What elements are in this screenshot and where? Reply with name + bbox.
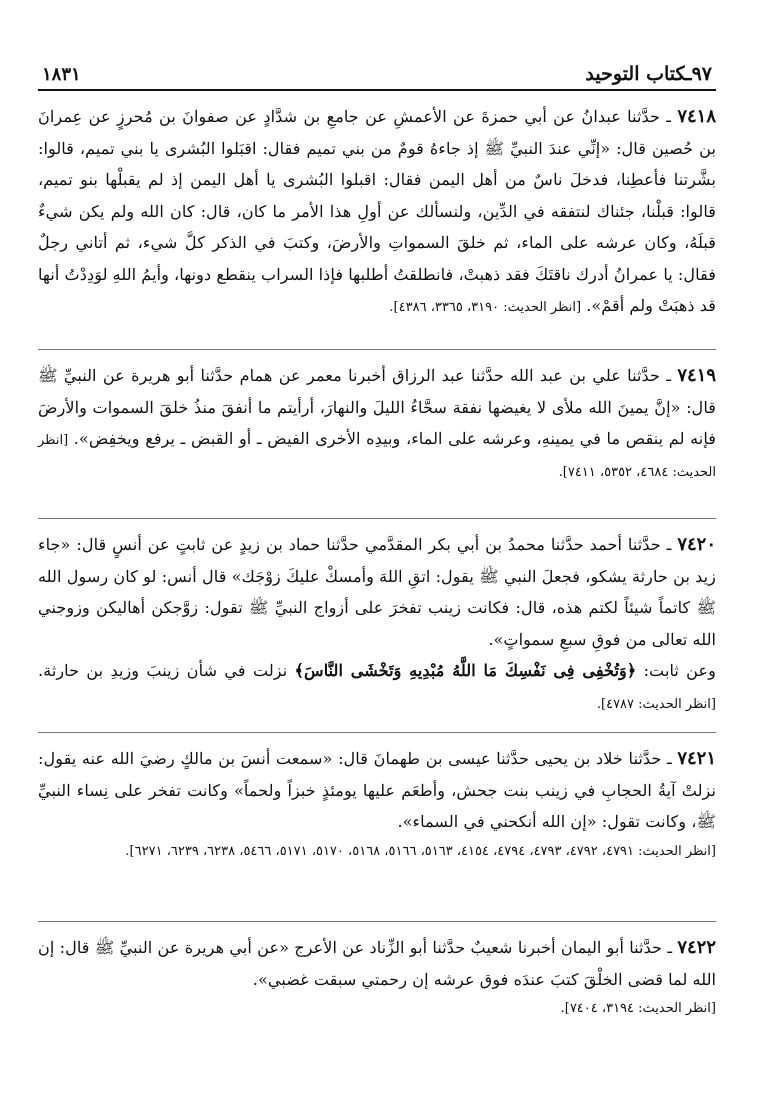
hadith-body: ـ حدَّثنا عبدانُ عن أبي حمزةَ عن الأعمشِ عن جامعِ بن شدَّادٍ عن صفوانَ بن مُحرزٍ عن عِمرانَ بن حُصين قال: «إنِّي عندَ النبيِّ ﷺ إذ جاءهُ قومٌ من بني تميم فقال: اقبَلوا البُشرى يا بني تميم، قالوا: بشَّرتنا فأعطِنا، فدخلَ ناسٌ من أهل اليمن فقال: اقبلوا البُشرى يا أهل اليمن إذ لم يقبلْها بنو تميم، قالوا: قبلْنا، جئناك لنتفقه في الدِّين، ولنسألك عن أولِ هذا الأمر ما كان، قال: كان الله ولم يكن شيءٌ قبلَهُ، وكان عرشه على الماء، ثم خلقَ السمواتِ والأرضَ، وكتبَ في الذكر كلَّ شيء، ثم أتاني رجلٌ فقال: يا عمرانُ أدرك ناقتَكَ فقد ذهبتْ، فانطلقتُ أطلبها فإذا السراب ينقطع دونها، وأيمُ اللهِ لوَدِدْتُ أنها قد ذهبَتْ ولم أقمْ». bbox=[38, 107, 716, 315]
hadith-7418 bbox=[38, 101, 716, 350]
hadith-number: ٧٤٢٠ bbox=[677, 534, 716, 555]
hadith-text bbox=[38, 360, 716, 486]
hadith-text bbox=[38, 101, 716, 322]
hadith-number: ٧٤٢١ bbox=[677, 748, 716, 769]
book-title: ٩٧ـكتاب التوحيد bbox=[585, 63, 712, 85]
hadith-body: ـ حدَّثنا أحمد حدَّثنا محمدُ بن أبي بكر المقدَّمي حدَّثنا حماد بن زيدٍ عن ثابتٍ عن أنسٍ قال: «جاء زيد بن حارثة يشكو، فجعلَ النبي ﷺ يقول: اتقِ اللهَ وأمسكْ عليكَ زوْجَك» قال أنس: لو كان رسول الله ﷺ كاتماً شيئاً لكتم هذه، قال: فكانت زينب تفخرَ على أزواج النبيِّ ﷺ تقول: زوَّجكن أهاليكن وزوجني الله تعالى من فوقِ سبعِ سمواتٍ». bbox=[38, 535, 716, 649]
hadith-reference: [انظر الحديث: ٤٧٨٧]. bbox=[596, 696, 716, 712]
hadith-7419 bbox=[38, 360, 716, 519]
extra-prefix: وعن ثابت: bbox=[636, 661, 716, 680]
hadith-7422 bbox=[38, 932, 716, 1050]
hadith-body: ـ حدَّثنا أبو اليمان أخبرنا شعيبٌ حدَّثنا أبو الزِّناد عن الأعرج «عن أبي هريرة عن النبيِّ ﷺ قال: إن الله لما قضى الخلْقَ كتبَ عندَه فوق عرشه إن رحمتي سبقت غضبي». bbox=[38, 938, 716, 989]
extra-suffix: نزلت في شأن زينبَ وزيدِ بن حارثة. bbox=[38, 661, 295, 680]
page-number: ١٨٣١ bbox=[42, 64, 81, 85]
hadith-7421 bbox=[38, 743, 716, 922]
hadith-reference: [انظر الحديث: ٣١٩٠، ٣٣٦٥، ٤٣٨٦]. bbox=[389, 300, 582, 315]
hadith-reference: [انظر الحديث: ٣١٩٤، ٧٤٠٤]. bbox=[560, 1001, 716, 1016]
hadith-number: ٧٤٢٢ bbox=[677, 937, 716, 958]
page-header bbox=[38, 55, 716, 91]
hadith-extra bbox=[38, 655, 716, 718]
hadith-text bbox=[38, 932, 716, 995]
hadith-text bbox=[38, 743, 716, 838]
hadith-7420 bbox=[38, 529, 716, 733]
hadith-number: ٧٤١٨ bbox=[677, 106, 716, 127]
hadith-reference: [انظر الحديث: ٤٦٨٤، ٥٣٥٢، ٧٤١١]. bbox=[38, 433, 716, 480]
hadith-text bbox=[38, 529, 716, 655]
hadith-body: ـ حدَّثنا خلاد بن يحيى حدَّثنا عيسى بن طهمانَ قال: «سمعت أنسَ بن مالكٍ رضيَ الله عنه يقول: نزلتْ آيةُ الحجابِ في زينب بنت جحش، وأطعَم عليها يومئذٍ خبزاً ولحماً» وكانت تفخر على نِساء النبيِّ ﷺ، وكانت تقول: «إن الله أنكحني في السماء». bbox=[38, 749, 716, 831]
hadith-body: ـ حدَّثنا علي بن عبد الله حدَّثنا عبد الرزاق أخبرنا معمر عن همام حدَّثنا أبو هريرة عن النبيِّ ﷺ قال: «إنَّ يمينَ الله ملأى لا يغيضها نفقة سحَّاءُ الليلَ والنهارَ، أرأيتم ما أنفقَ منذُ خلقَ السموات والأرضَ فإنه لم ينقص ما في يمينهِ، وعرشه على الماء، وبيدِه الأخرى الفيض ـ أو القبض ـ يرفع ويخفِض». bbox=[38, 366, 716, 448]
quran-verse: ﴿وَتُخْفِى فِى نَفْسِكَ مَا اللَّهُ مُبْدِيهِ وَتَخْشَى النَّاسَ﴾ bbox=[294, 661, 637, 680]
hadith-number: ٧٤١٩ bbox=[677, 365, 716, 386]
page bbox=[38, 55, 716, 1050]
hadith-reference: [انظر الحديث: ٤٧٩١، ٤٧٩٢، ٤٧٩٣، ٤٧٩٤، ٤١٥٤، ٥١٦٣، ٥١٦٦، ٥١٦٨، ٥١٧٠، ٥١٧١، ٥٤٦٦، ٦٢٣٨، ٦٢٣٩، ٦٢٧١]. bbox=[125, 843, 716, 859]
